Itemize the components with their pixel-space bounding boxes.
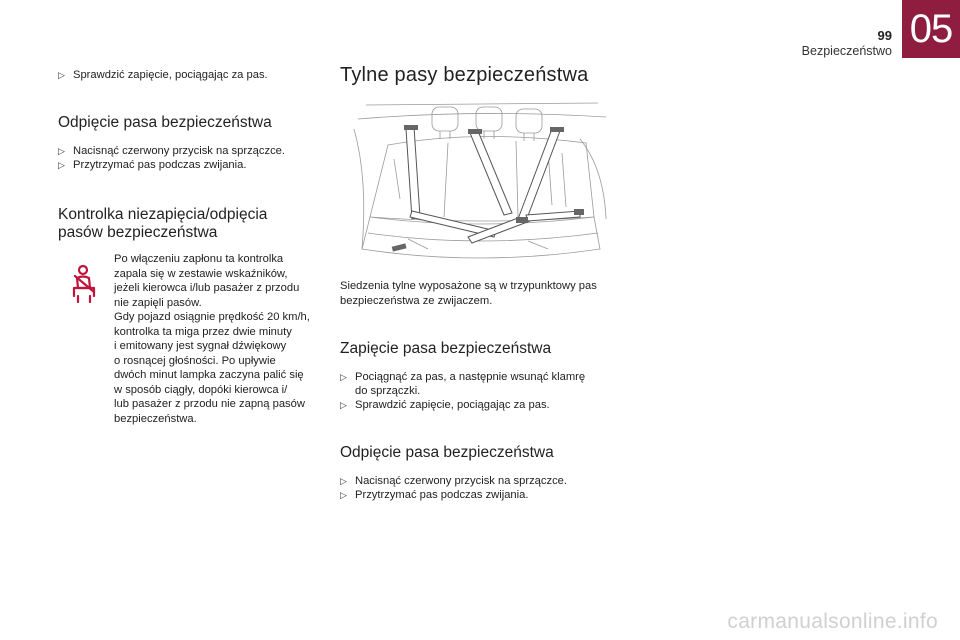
bullet-text: Nacisnąć czerwony przycisk na sprzączce.	[73, 145, 286, 157]
bullet-item	[58, 158, 316, 172]
bullet-item	[340, 398, 610, 412]
arrow-bullet-icon: ▷	[340, 490, 347, 500]
arrow-bullet-icon: ▷	[58, 160, 65, 170]
text-line: dwóch minut lampka zaczyna palić się	[114, 369, 304, 381]
seatbelt-warning-icon	[68, 264, 102, 304]
bullet-line: Pociągnąć za pas, a następnie wsunąć klamrę	[355, 371, 586, 383]
section-title: Bezpieczeństwo	[801, 44, 892, 58]
illustration-caption	[340, 279, 610, 308]
caption-line: bezpieczeństwa ze zwijaczem.	[340, 294, 493, 307]
warning-box	[58, 252, 316, 426]
arrow-bullet-icon: ▷	[58, 70, 65, 80]
text-line: w sposób ciągły, dopóki kierowca i/	[114, 383, 288, 396]
text-line: Gdy pojazd osiągnie prędkość 20 km/h,	[114, 311, 310, 323]
warning-icon-cell	[58, 252, 114, 426]
bullet-text	[355, 370, 585, 398]
arrow-bullet-icon: ▷	[340, 476, 347, 486]
arrow-bullet-icon: ▷	[340, 372, 347, 382]
arrow-bullet-icon: ▷	[340, 400, 347, 410]
bullet-text: Sprawdzić zapięcie, pociągając za pas.	[73, 69, 268, 81]
bullet-text: Nacisnąć czerwony przycisk na sprzączce.	[355, 475, 568, 487]
text-line: Po włączeniu zapłonu ta kontrolka	[114, 253, 284, 265]
arrow-bullet-icon: ▷	[58, 146, 65, 156]
text-line: zapala się w zestawie wskaźników,	[114, 267, 288, 280]
chapter-number: 05	[909, 6, 953, 51]
left-column	[58, 62, 316, 426]
bullet-text: Sprawdzić zapięcie, pociągając za pas.	[355, 399, 550, 411]
heading-line: Kontrolka niezapięcia/odpięcia	[58, 206, 268, 223]
bullet-list	[340, 474, 610, 502]
text-line: jeżeli kierowca i/lub pasażer z przodu	[114, 282, 300, 294]
caption-line: Siedzenia tylne wyposażone są w trzypunktowy pas	[340, 280, 597, 292]
bullet-text: Przytrzymać pas podczas zwijania.	[355, 489, 529, 501]
bullet-item	[340, 474, 610, 488]
bullet-item	[58, 144, 316, 158]
watermark[interactable]: carmanualsonline.info	[727, 610, 938, 633]
section-heading: Odpięcie pasa bezpieczeństwa	[340, 444, 554, 461]
section-heading: Zapięcie pasa bezpieczeństwa	[340, 340, 552, 357]
bullet-line: do sprzączki.	[355, 385, 421, 397]
right-column	[340, 62, 610, 502]
text-line: bezpieczeństwa.	[114, 412, 197, 425]
bullet-list	[340, 370, 610, 412]
heading-line: pasów bezpieczeństwa	[58, 224, 218, 241]
chapter-tab	[902, 0, 960, 58]
text-line: o rosnącej głośności. Po upływie	[114, 354, 276, 367]
page-title: Tylne pasy bezpieczeństwa	[340, 64, 589, 86]
text-line: lub pasażer z przodu nie zapną pasów	[114, 398, 305, 410]
page-number: 99	[877, 28, 892, 43]
text-line: nie zapięli pasów.	[114, 296, 202, 309]
section-heading: Odpięcie pasa bezpieczeństwa	[58, 114, 272, 131]
section-heading	[58, 206, 316, 242]
text-line: i emitowany jest sygnał dźwiękowy	[114, 340, 287, 352]
warning-text	[114, 252, 316, 426]
bullet-item	[340, 370, 610, 398]
rear-seat-belts-illustration	[348, 99, 610, 271]
bullet-text: Przytrzymać pas podczas zwijania.	[73, 159, 247, 171]
bullet-item	[58, 68, 316, 82]
text-line: kontrolka ta miga przez dwie minuty	[114, 325, 292, 338]
bullet-item	[340, 488, 610, 502]
bullet-list	[58, 144, 316, 172]
